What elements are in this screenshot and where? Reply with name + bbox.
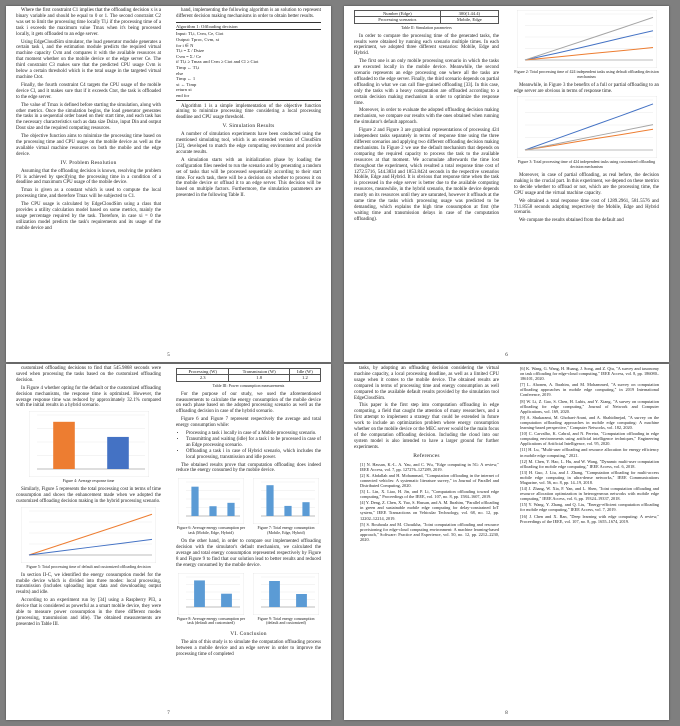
paragraph-list xyxy=(16,8,161,158)
bar-1 xyxy=(221,593,232,606)
algorithm-box xyxy=(176,22,321,101)
algorithm-line: Cvm = Σ / Ce xyxy=(176,53,202,59)
table-cell: Processing scenarios xyxy=(355,17,441,23)
paragraph: Tmax is given as a constant which is used to compute the local processing time, and therefore Tmax will be subjected to C1. xyxy=(16,188,161,200)
paragraph: A number of simulation experiments have been conducted using the mentioned simulating tool, which is an extended version of CloudSim [32], developed to match the edge computing environment and provide accurate results. xyxy=(176,132,321,155)
chart-frame xyxy=(517,96,657,158)
bar-1 xyxy=(107,437,129,469)
figure-caption: Figure 9: Total energy consumption (default and customized) xyxy=(257,615,315,626)
column-right xyxy=(514,366,659,525)
paragraph-list xyxy=(514,173,659,224)
bar-0 xyxy=(53,422,75,469)
paragraph: The obtained results prove that computation offloading does indeed reduce the energy consumed by the mobile device. xyxy=(176,462,321,474)
section-heading: VI. Conclusion xyxy=(230,631,267,638)
paragraph: A simulation starts with an initialization phase by loading the configuration files needed to run the scenario and by generating a random set of tasks that will be processed sequentially according to their start time. For each task, there will be a decision on whether to process it on the mobile device or offload it to an edge server. This decision will be based on multiple factors. Furthermore, the simulation parameters are presented in the following Table II. xyxy=(176,157,321,199)
table-cell: Idle (W) xyxy=(289,369,320,375)
table-cell: Processing (W) xyxy=(177,369,229,375)
algorithm-line: Input: Tl,i, Cvm, Ce, Ctot xyxy=(176,31,224,37)
bar-2 xyxy=(302,503,309,517)
section-heading: V. Simulation Results xyxy=(222,123,275,130)
page-7 xyxy=(6,364,331,720)
table-cell: 300(1.44.4) xyxy=(440,11,498,17)
page-number: 8 xyxy=(505,711,508,716)
figure-caption: Figure 6: Average energy consumption per task (Mobile, Edge, Hybrid) xyxy=(176,525,246,536)
paragraph: customized offloading decisions to find that 545.9868 seconds were saved when processing the tasks based on the customized offloading decision. xyxy=(16,366,161,383)
parameters-table xyxy=(354,10,499,24)
paragraph-list xyxy=(176,463,321,475)
paragraph: Moreover, in order to evaluate the adopted offloading decision making mechanism, we compare our results with the ones obtained when running the simulator's default approach. xyxy=(354,108,499,126)
paragraph: In Figure 4 whether opting for the default or the customized offloading decision mechanisms, the response time is optimized. However, the average response time was reduced by approximately 32.1% compared with the initial results in a hybrid scenario. xyxy=(16,385,161,409)
chart-frame xyxy=(178,478,244,524)
paragraph: hand, implementing the following algorithm is an solution to represent different decision making mechanisms in order to obtain better results. xyxy=(176,8,321,19)
column-left xyxy=(354,366,499,543)
page-6 xyxy=(344,6,669,362)
reference-list xyxy=(354,462,499,542)
figure-7-chart xyxy=(253,478,319,524)
reference-item: [15] Y. Wang, Y. Zhang, and Q. Liu, "Energy-efficient computation offloading for mobile edge computing," IEEE Access, vol. 7, 2019. xyxy=(520,502,659,513)
reference-item: [13] H. Guo, J. Liu, and J. Zhang, "Computation offloading for multi-access mobile edge computing in ultra-dense networks," IEEE Communications Magazine, vol. 56, no. 8, pp. 14–19, 2018. xyxy=(520,469,659,485)
paragraph: Assuming that the offloading decision is known, resolving the problem P1 is achieved by specifying the processing time in a condition of a deadline and maximum CPU usage of the mobile device. xyxy=(16,168,161,186)
figure-row xyxy=(176,571,321,630)
table-row xyxy=(355,17,499,23)
paragraph: On the other hand, in order to compare our implemented offloading decision with the simulator's default mechanism, we calculated the average and total energy consumption represented respectively by Figure 8 and Figure 9 to find that our solution lead to better results and reduced the energy consumed by the mobile device. xyxy=(176,538,321,568)
paragraph: Figure 6 and Figure 7 represent respectively the average and total energy consumption while: xyxy=(176,417,321,429)
reference-item: [3] L. Lin, X. Liao, H. Jin, and P. Li, "Computation offloading toward edge computing," Proceedings of the IEEE, vol. 107, no. 8, pp. 1584–1607, 2019. xyxy=(360,489,499,500)
algorithm-line: if Tl,i ≥ Tmax and Cvm ≥ Ctot and Cl ≥ Ctot xyxy=(176,59,259,65)
chart-frame xyxy=(178,573,244,615)
figure-cell xyxy=(176,476,246,539)
algorithm-line: Tl,i = Σ / Dsize xyxy=(176,48,205,54)
paragraph: This paper is the first step into computation offloading in edge computing, a field that caught the attention of many researchers, and a first attempt to implement a strategy that could be extended in future work to include an optimization problem where energy consumption whether on the mobile device or the MEC server would be the main focus of the computation offloading decision. Including the cloud into our system model is also intended to have a larger ground for further experiments. xyxy=(354,403,499,450)
chart-frame xyxy=(29,411,149,477)
bullet-list xyxy=(182,431,321,461)
page-8 xyxy=(344,364,669,720)
paragraph: Finally, the fourth constraint C4 targets the CPU usage of the mobile device Cl, and it makes sure that if it exceeds Ctot, the task is offloaded to the edge server. xyxy=(16,82,161,100)
paragraph-list xyxy=(16,169,161,232)
section-heading: References xyxy=(413,452,440,459)
chart-frame xyxy=(253,573,319,615)
figure-caption: Figure 5: Total processing time of default and customized offloading decision xyxy=(26,563,151,569)
reference-item: [12] M. Chen, Y. Hao, L. Hu, and W. Wang, "Dynamic multi-user computation offloading for mobile edge computing," IEEE Access, vol. 6, 2018. xyxy=(520,458,659,469)
paragraph: Where the first constraint C1 implies that the offloading decision x is a binary variable and should be equal to 0 or 1. The second constraint C2 was set to limit the processing time locally Tl,i if the processing time of a task i exceeds the maximum value Tmax when it's being processed locally, it gets offloaded to an edge server. xyxy=(16,8,161,37)
reference-item: [11] H. Lu, "Multi-user offloading and resource allocation for energy efficiency in mobile edge computing," 2021. xyxy=(520,447,659,458)
bar-1 xyxy=(296,594,307,607)
figure-4-chart xyxy=(29,411,149,477)
algorithm-line: for i ∈ N xyxy=(176,42,194,48)
power-table-values xyxy=(177,375,321,381)
paragraph: Meanwhile, in Figure 3 the benefits of a full or partial offloading to an edge server are obvious in terms of response time. xyxy=(514,82,659,94)
bullet-item: • Offloading a task i in case of Hybrid scenario, which includes the local processing, transmission and idle power. xyxy=(186,449,321,461)
reference-item: [6] K. Wang, G. Wang, H. Huang, J. Song, and Z. Qiu, "A survey and taxonomy on task offloading for edge-cloud computing," IEEE Access, vol. 8, pp. 186080–186101, 2020. xyxy=(520,366,659,382)
table-cell: 1.8 xyxy=(229,375,289,381)
bullet-item: • Transmitting and waiting (idle) for a task i to be processed in case of an Edge processing scenario. xyxy=(186,437,321,449)
figure-3-chart xyxy=(517,96,657,158)
table-cell: 2.3 xyxy=(177,375,229,381)
figure-cell xyxy=(251,571,321,630)
table-cell: Transmission (W) xyxy=(229,369,289,375)
bar-2 xyxy=(227,503,234,516)
paragraph: tasks, by adopting an offloading decision considering the virtual machine capacity, a local processing deadline, as well as a limited CPU usage when it comes to the mobile device. The obtained results are compared in terms of processing time and energy consumption as well compared to the available default results provided by the simulation tool EdgeCloudSim. xyxy=(354,366,499,401)
algorithm-line: return xi xyxy=(176,87,192,93)
column-right xyxy=(514,8,659,226)
figure-caption: Figure 3: Total processing time of 424 independent tasks using customized offloading decision mechanism xyxy=(517,159,656,170)
paragraph-list xyxy=(176,539,321,569)
table-cell: Mobile, Edge xyxy=(440,17,498,23)
column-right xyxy=(176,8,321,201)
paragraph: Similarly, Figure 5 represents the total processing cost in terms of time consumption and shows the enhancement made when we adopted the customized offloading decision making in the hybrid processing scenario. xyxy=(16,487,161,504)
table-cell: 1.2 xyxy=(289,375,320,381)
power-table xyxy=(176,368,321,382)
paragraph: The objective function aims to minimize the processing time based on the processing time and CPU usage on the mobile device as well as the available virtual machine resources on both the mobile and the edge device. xyxy=(16,134,161,157)
bar-0 xyxy=(266,486,273,517)
paragraph: The first one is an only mobile processing scenario in which the tasks are executed locally in the mobile device. Meanwhile, the second scenario represents an edge processing one where all the tasks are offloaded to the edge server. Finally, the third scenario depends on partial offloading in what we can call fine-grained offloading [33]. In this case, only the tasks with a heavy computation are offloaded according to a certain decision making mechanism in order to optimize the response time. xyxy=(354,59,499,106)
figure-cell xyxy=(251,476,321,539)
figure-cell xyxy=(176,571,246,630)
reference-item: [5] S. Bouhoula and M. Chouikha, "Joint computation offloading and resource provisioning for edge-cloud computing environment: A machine learning-based approach," Software: Practice and Experience, vol. 50, no. 12, pp. 2212–2230, 2020. xyxy=(360,521,499,542)
reference-item: [7] L. Ahonen, A. Ibrahim, and M. Mohammed, "A survey on computation offloading approaches in mobile edge computing," in 2019 International Conference, 2019. xyxy=(520,382,659,398)
paragraph: Figure 2 and Figure 3 are graphical representations of processing 424 independent tasks separately in terms of response time using the three different scenarios and applying two different offloading decision making mechanisms. In Figure 2 we use the default mechanism that depends on comparing the required capacity to process the task to the available resources at that moment. We accumulate afterwards the time lost throughout the experiment, which resulted a total response time cost of 1272.5716, 544.3834 and 1853.8424 seconds in the respective scenarios Mobile, Edge and Hybrid. It is obvious that response time when the task is processed in the edge server is better due to the available computing resources, meanwhile, in the hybrid scenario, the mobile device depends mostly on its resources until they are saturated, however it offloads at the same time the tasks which processing usage was predicted to be demanding, which explains the high time consumption at first (the waiting time and transmission delays in case of the computation offloading). xyxy=(354,128,499,222)
section-heading: IV. Problem Resolution xyxy=(60,159,117,166)
page-number: 6 xyxy=(505,353,508,358)
algorithm-lines xyxy=(176,31,321,98)
reference-item: [1] N. Hassan, K.-L. A. Yau, and C. Wu, "Edge computing in 5G: A review," IEEE Access, vol. 7, pp. 127276–127289, 2019. xyxy=(360,461,499,472)
paragraph-list xyxy=(176,640,321,658)
paragraph: The CPU usage is calculated by EdgeCloudSim using a class that provides a utility calculation model based on some metrics, mainly the usage percentage required by the task. Therefore, in case xi = 0 the utilization model predicts the task's requirements and its usage of the mobile device and xyxy=(16,202,161,231)
algorithm-line: xi ← Ttmp xyxy=(176,81,197,87)
column-left xyxy=(16,8,161,234)
bullet-item: • Processing a task i locally in case of a Mobile processing scenario. xyxy=(186,431,321,437)
paragraph-list xyxy=(514,83,659,95)
paragraph: Algorithm 1 is a simple implementation of the objective function aiming to minimize processing time considering a local processing deadline and CPU usage threshold. xyxy=(176,103,321,121)
page-5 xyxy=(6,6,331,362)
paragraph-list xyxy=(176,132,321,199)
column-left xyxy=(354,8,499,225)
paragraph-list xyxy=(16,487,161,505)
algorithm-line: Ttmp ← 1 xyxy=(176,76,196,82)
figure-8-chart xyxy=(178,573,244,615)
paragraph: Moreover, in case of partial offloading, as real before, the decision making is the crucial part. In this experiment, we depend on these metrics to decide whether to offload or not, which are the processing time, the CPU usage and the virtual machine capacity. xyxy=(514,173,659,196)
paragraph: We compare the results obtained from the default and xyxy=(519,218,624,224)
algorithm-line: Ttmp ← Tl,i xyxy=(176,64,200,70)
paragraph: For the purpose of our study, we used the aforementioned measurements to calculate the energy consumption of the mobile device on each phase based on the adopted processing scenario as well as the offloading decision in case of the hybrid scenario. xyxy=(176,391,321,415)
reference-list xyxy=(514,366,659,524)
paragraph: In order to compare the processing time of the generated tasks, the results were obtained by running each scenario multiple times. In each experiment, we adopted three different scenarios: Mobile, Edge and Hybrid. xyxy=(354,33,499,57)
chart-frame xyxy=(253,478,319,524)
figure-caption: Figure 7: Total energy consumption (Mobile, Edge, Hybrid) xyxy=(257,525,315,536)
reference-item: [2] K. Abdallah and H. Mohammad, "Computation offloading in the internet of connected vehicles: A systematic literature survey," in Journal of Parallel and Distributed Computing, 2020. xyxy=(360,472,499,488)
figure-6-chart xyxy=(178,478,244,524)
reference-item: [10] C. Carvalho, K. Cabral, and N. Pereira, "Computation offloading in edge computing environments using artificial intelligence techniques," Engineering Applications of Artificial Intelligence, vol. 95, 2020. xyxy=(520,431,659,447)
paragraph: In section II-C, we identified the energy consumption model for the mobile device which is divided into three modes: local processing, transmission (includes uploading input data and downloading output results) and idle. xyxy=(16,572,161,596)
paragraph-list xyxy=(176,392,321,429)
bar-0 xyxy=(191,487,198,516)
page-number: 5 xyxy=(167,353,170,358)
paragraph: The aim of this study is to simulate the computation offloading process between a mobile device and an edge server in order to improve the processing time of completed xyxy=(176,640,321,657)
column-right xyxy=(176,366,321,660)
power-table-head xyxy=(177,369,321,375)
figure-caption: Figure 4: Average response time xyxy=(62,478,115,484)
reference-item: [14] J. Zhang, W. Xia, F. Yan, and L. Shen, "Joint computation offloading and resource allocation optimization in heterogeneous networks with mobile edge computing," IEEE Access, vol. 6, pp. 19324–19337, 2018. xyxy=(520,486,659,502)
algorithm-line: else xyxy=(176,70,184,76)
reference-item: [8] W. Li, Z. Gao, S. Chen, H. Lubis, and Y. Xiang, "A survey on computation offloading for edge computing," Journal of Network and Computer Applications, vol. 169, 2020. xyxy=(520,398,659,414)
table-cell: Number (Edge) xyxy=(355,11,441,17)
paragraph: Using EdgeCloudSim simulator, the load generator module generates a certain task i, and the estimation module predicts the required virtual machine capacity Cvm and compares it with the available resources at that moment whether on the mobile device or the edge server Ce. The third constraint C3 makes sure that the predicted CPU usage Cvm is below a certain threshold which is the total usage in the targeted virtual machine Ctot. xyxy=(16,39,161,80)
algorithm-line: Output: Tproc, Cvm, xi xyxy=(176,37,220,42)
figure-5-chart xyxy=(21,507,156,563)
reference-item: [4] Y. Deng, Z. Chen, X. Yao, S. Hassan, and A. M. Ibrahim, "Parallel offloading in green and sustainable mobile edge computing for delay-constrained IoT system," IEEE Transactions on Vehicular Technology, vol. 68, no. 12, pp. 12202–12214, 2019. xyxy=(360,500,499,521)
figure-row xyxy=(176,476,321,539)
table-caption: Table II: Simulation parameters xyxy=(401,24,452,30)
paragraph-list xyxy=(354,366,499,451)
figure-caption: Figure 8: Average energy consumption per task (default and customized) xyxy=(176,615,246,626)
paragraph: We obtained a total response time cost of 1289.2961, 581.5576 and 711.8558 seconds adopting respectively the Mobile, Edge and Hybrid scenario. xyxy=(514,198,659,216)
paragraph-list xyxy=(354,34,499,223)
paragraph: According to an experiment run by [34] using a Raspberry PI3, a device that is considered as powerful as a smart mobile device, they were able to measure power consumption in the three different modes (processing, transmission and idle). The obtained measurements are presented in Table III. xyxy=(16,598,161,627)
bar-0 xyxy=(269,581,280,607)
algorithm-title: Algorithm 1: Offloading decision xyxy=(176,24,321,31)
figure-9-chart xyxy=(253,573,319,615)
page-number: 7 xyxy=(167,711,170,716)
figure-caption: Figure 2: Total processing time of 424 independent tasks using default offloading decision mechanism xyxy=(514,69,659,79)
bar-1 xyxy=(209,507,216,517)
reference-item: [16] J. Chen and X. Ran, "Deep learning with edge computing: A review," Proceedings of the IEEE, vol. 107, no. 8, pp. 1655–1674, 2019. xyxy=(520,513,659,524)
paragraph-list xyxy=(176,104,321,122)
algorithm-line: end for xyxy=(176,92,190,98)
bar-1 xyxy=(284,506,291,516)
paragraph-list xyxy=(16,366,161,409)
figure-2-chart xyxy=(517,10,657,68)
paragraph: The value of Tmax is defined before starting the simulation, along with other metrics. Once the simulation begins, the load generator generates the tasks in a sequential order based on their start time, and each task has the necessary characteristics such as data size Dsize, input Din and output Dout size and the required computing resources. xyxy=(16,102,161,132)
parameters-table-body xyxy=(355,11,499,24)
reference-item: [9] A. Shakarami, M. Ghobaei-Arani, and A. Shahidinejad, "A survey on the computation offloading approaches in mobile edge computing: A machine learning-based perspective," Computer Networks, vol. 182, 2020. xyxy=(520,414,659,431)
bar-0 xyxy=(194,580,205,607)
paragraph-list xyxy=(16,573,161,628)
column-left xyxy=(16,366,161,630)
table-caption: Table III: Power consumption measurements xyxy=(212,382,285,388)
